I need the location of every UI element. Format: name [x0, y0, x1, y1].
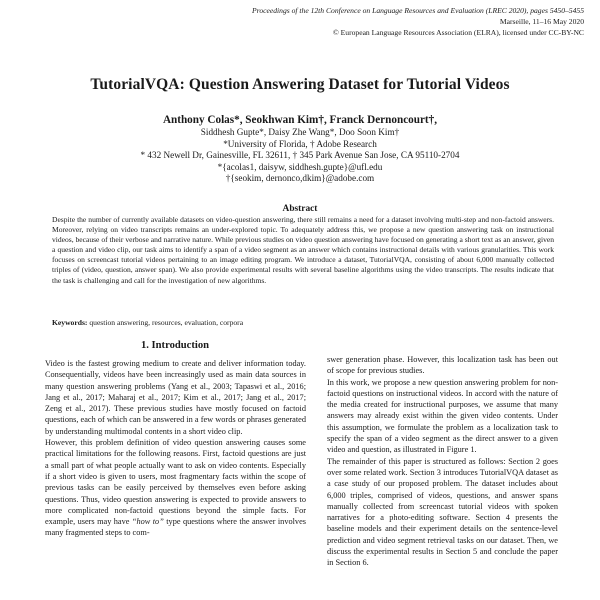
intro-paragraph-2-tail: type questions where the answer involves many fragmented steps to com- [45, 517, 306, 538]
proceedings-header [144, 5, 584, 38]
abstract-heading: Abstract [282, 204, 318, 214]
address-line: * 432 Newell Dr, Gainesville, FL 32611, † 345 Park Avenue San Jose, CA 95110-2704 [140, 150, 460, 161]
proceedings-line: Proceedings of the 12th Conference on Language Resources and Evaluation (LREC 2020), pages 5450–5455 [252, 6, 584, 15]
paper-title: TutorialVQA: Question Answering Dataset for Tutorial Videos [90, 76, 510, 93]
keywords-label: Keywords: [52, 318, 88, 327]
venue-line: Marseille, 11–16 May 2020 [499, 17, 584, 26]
intro-paragraph-2 [45, 437, 306, 539]
intro-paragraph-2-text: However, this problem definition of video question answering causes some practical limitations for the following reasons. First, factoid questions are just a small part of what people actually want to ask on video contents. Especially if a short video is given to users, most fragmentary facts within the scope of previous tasks can be easily perceived by themselves even before asking questions. Thus, video question answering is expected to provide answers to more complicated non-factoid questions beyond the simple facts. For example, users may have [45, 438, 306, 527]
institution-line: *University of Florida, † Adobe Research [223, 138, 377, 149]
how-to-emphasis: “how to” [131, 517, 164, 527]
email-line-adobe: †{seokim, dernonco,dkim}@adobe.com [225, 173, 375, 184]
abstract-text: Despite the number of currently available datasets on video-question answering, there still remains a need for a dataset involving multi-step and non-factoid answers. Moreover, relying on video transcripts remains an under-explored topic. To adequately address this, we propose a new question answering task on instructional videos, because of their verbose and narrative nature. While previous studies on video question answering have focused on generating a short text as an answer, given a question and video clip, our task aims to identify a span of a video segment as an answer which contains instructional details with various granularities. This work focuses on screencast tutorial videos pertaining to an image editing program. We introduce a dataset, TutorialVQA, consisting of about 6,000 manually collected triples of (video, question, answer span). We also provide experimental results with several baseline algorithms using the video transcripts. The results indicate that the task is challenging and call for the investigation of new algorithms. [52, 215, 554, 285]
license-line: © European Language Resources Association (ELRA), licensed under CC-BY-NC [332, 28, 584, 37]
intro-paragraph-continued: swer generation phase. However, this localization task has been out of scope for previous studies. [327, 355, 558, 376]
intro-paragraph-1: Video is the fastest growing medium to create and deliver information today. Consequentially, videos have been increasingly used as main data sources in many question answering problems (Yang et al., 2003; Tapaswi et al., 2016; Jang et al., 2017; Maharaj et al., 2017; Kim et al., 2017; Jang et al., 2017; Zeng et al., 2017). These previous studies have mostly focused on factoid questions, each of which can be answered in a few words or phrases generated by understanding multimodal contents in a short video clip. [45, 359, 306, 436]
email-line-ufl: *{acolas1, daisyw, siddhesh.gupte}@ufl.edu [217, 161, 383, 172]
author-list: Anthony Colas*, Seokhwan Kim†, Franck Dernoncourt†, [162, 114, 438, 126]
section-heading-introduction: 1. Introduction [140, 340, 210, 351]
author-list-continued: Siddhesh Gupte*, Daisy Zhe Wang*, Doo Soon Kim† [200, 127, 400, 137]
right-column [327, 354, 558, 569]
keywords-text: question answering, resources, evaluation, corpora [89, 318, 244, 327]
intro-paragraph-4: The remainder of this paper is structured as follows: Section 2 goes over some related work. Section 3 introduces TutorialVQA dataset as a case study of our proposed problem. The dataset includes about 6,000 triples, comprised of videos, questions, and answer spans manually collected from screencast tutorial videos with spoken narratives for a photo-editing software. Section 4 presents the baseline models and their experiment details on the sentence-level prediction and video segment retrieval tasks on our dataset. Then, we discuss the experimental results in Section 5 and conclude the paper in Section 6. [327, 456, 558, 568]
keywords [52, 318, 243, 327]
left-column [45, 358, 306, 539]
affiliations [0, 127, 600, 185]
intro-paragraph-3: In this work, we propose a new question answering problem for non-factoid questions on instructional videos. In accord with the nature of the media created for instructional purposes, we assume that many answers may already exist within the given video contents. Under this assumption, we formulate the problem as a localization task to specify the span of a video segment as the direct answer to a given video and question, as illustrated in Figure 1. [327, 377, 558, 455]
